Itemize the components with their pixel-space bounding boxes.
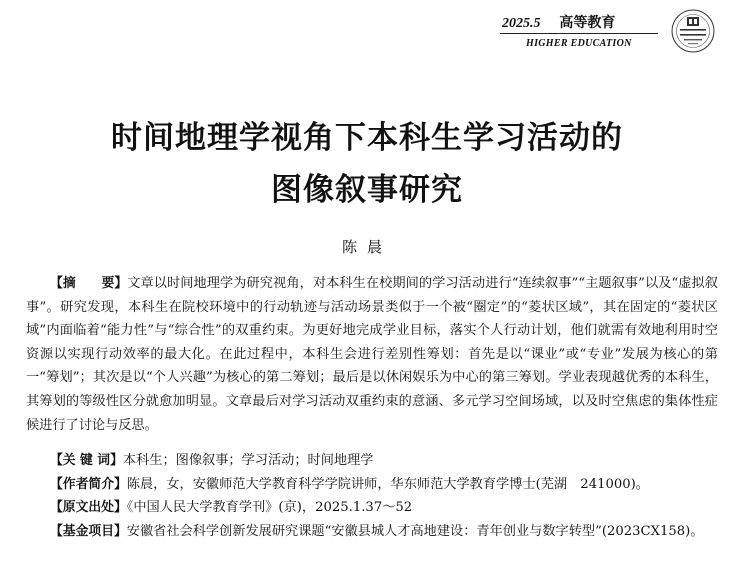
article-metadata bbox=[26, 449, 718, 543]
title-line-1: 时间地理学视角下本科生学习活动的 bbox=[111, 120, 623, 156]
article-title bbox=[0, 112, 734, 216]
journal-header bbox=[480, 8, 720, 52]
journal-name-en: HIGHER EDUCATION bbox=[526, 38, 632, 49]
abstract-paragraph bbox=[26, 272, 718, 437]
author-intro-label: 【作者简介】 bbox=[50, 476, 127, 492]
abstract-block bbox=[26, 272, 718, 437]
journal-name-cn: 高等教育 bbox=[559, 15, 616, 31]
source-row bbox=[26, 496, 718, 520]
abstract-text: 文章以时间地理学为研究视角，对本科生在校期间的学习活动进行“连续叙事”“主题叙事”以及“虚拟叙事”。研究发现，本科生在院校环境中的行动轨迹与活动场景类似于一个被“圈定”的“菱状区域”，其在固定的“菱状区域”内面临着“能力性”与“综合性”的双重约束。为更好地完成学业目标，落实个人行动计划，他们就需有效地利用时空资源以实现行动效率的最大化。在此过程中，本科生会进行差别性筹划：首先是以“课业”或“专业”发展为核心的第一“筹划”；其次是以“个人兴趣”为核心的第二筹划；最后是以休闲娱乐为中心的第三筹划。学业表现越优秀的本科生，其筹划的等级性区分就愈加明显。文章最后对学习活动双重约束的意涵、多元学习空间场域，以及时空焦虑的集体性症候进行了讨论与反思。 bbox=[26, 276, 718, 433]
fund-row bbox=[26, 520, 718, 544]
keywords-label: 【关 键 词】 bbox=[50, 453, 123, 468]
title-line-2: 图像叙事研究 bbox=[271, 172, 463, 208]
source-text: 《中国人民大学教育学刊》(京)，2025.1.37～52 bbox=[126, 500, 413, 516]
fund-text: 安徽省社会科学创新发展研究课题“安徽县城人才高地建设：青年创业与数字转型”(2023CX158)。 bbox=[126, 523, 704, 539]
journal-issue-line bbox=[502, 12, 615, 32]
abstract-label: 【摘 要】 bbox=[50, 276, 128, 291]
renmin-seal-logo bbox=[668, 8, 718, 54]
source-label: 【原文出处】 bbox=[50, 500, 127, 516]
author-intro-text: 陈晨，女，安徽师范大学教育科学学院讲师，华东师范大学教育学博士(芜湖 241000)。 bbox=[126, 476, 649, 492]
author-intro-row bbox=[26, 473, 718, 497]
article-author: 陈晨 bbox=[341, 238, 392, 256]
header-rule bbox=[500, 33, 658, 34]
fund-label: 【基金项目】 bbox=[50, 523, 127, 539]
keywords-text: 本科生；图像叙事；学习活动；时间地理学 bbox=[122, 453, 374, 468]
journal-issue: 2025.5 bbox=[502, 16, 541, 31]
keywords-row bbox=[26, 449, 718, 473]
